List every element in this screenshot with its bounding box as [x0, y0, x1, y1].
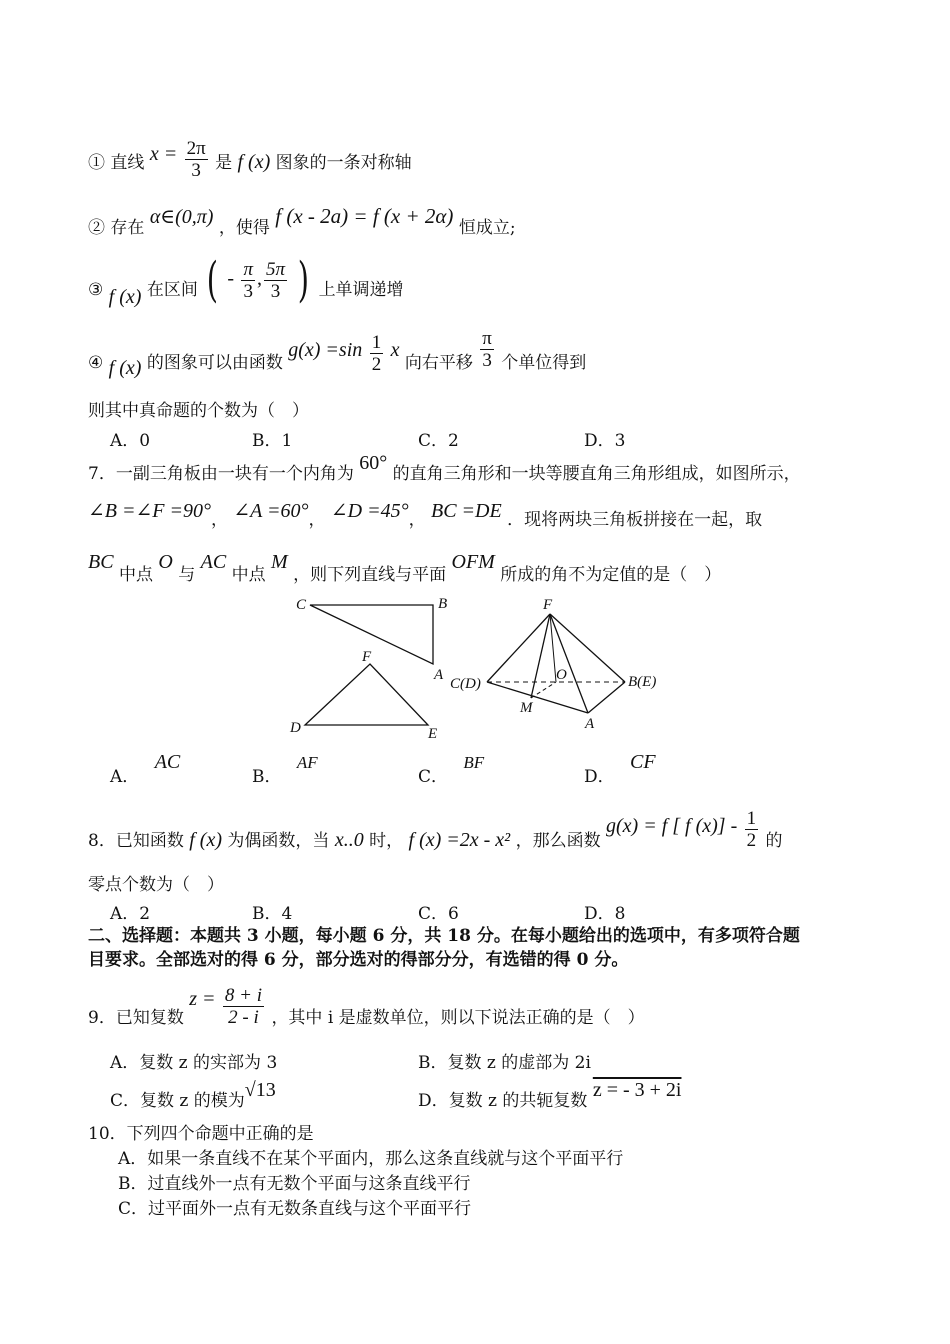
- q9-stem: [88, 975, 645, 1028]
- q8-mid2: 时，: [369, 831, 404, 851]
- fraction-denominator: 2 - i: [228, 1007, 259, 1028]
- prop1-mid: 是: [215, 153, 233, 173]
- prop1-fraction: [185, 138, 208, 181]
- q7-line2: [88, 500, 763, 530]
- prop4-half: [370, 332, 384, 375]
- q8-condition: x..0: [334, 829, 364, 851]
- q9-fraction: [223, 985, 264, 1028]
- q7-line1-a: 7．一副三角板由一块有一个内角为: [88, 464, 354, 484]
- option-label: B．: [252, 767, 282, 787]
- prop4-x: x: [390, 339, 400, 361]
- prop4-tail: 个单位得到: [501, 353, 587, 373]
- label-a-solid: A: [585, 716, 595, 732]
- q7-deg60: 60°: [359, 452, 388, 474]
- section2-header-line1: 二、选择题：本题共 3 小题，每小题 6 分，共 18 分。在每小题给出的选项中，有多项符合题: [88, 926, 800, 946]
- label-b-e: B(E): [628, 674, 657, 690]
- q8-mid3: ，那么函数: [515, 831, 601, 851]
- right-paren: ): [298, 252, 310, 308]
- proposition-1: [88, 138, 412, 185]
- fraction-denominator: 2: [746, 830, 757, 851]
- label-c-d: C(D): [450, 676, 481, 692]
- sep: ，: [210, 510, 228, 530]
- q6-option-b: B．1: [252, 431, 293, 451]
- q7-m: M: [271, 551, 288, 573]
- sqrt-13: √13: [244, 1079, 276, 1101]
- interval-left: [241, 259, 255, 302]
- q9-z-eq: z =: [189, 988, 216, 1010]
- proposition-2: [88, 204, 516, 238]
- left-paren: (: [206, 252, 219, 308]
- q7-option-a: [110, 748, 181, 787]
- option-label: C．: [418, 767, 449, 787]
- q9-lead: 9．已知复数: [88, 1008, 184, 1028]
- q7-line1: [88, 452, 801, 484]
- fraction-denominator: 3: [243, 280, 253, 302]
- q7-angle-d: ∠D =45°: [330, 500, 409, 522]
- q10-stem: 10．下列四个命题中正确的是: [88, 1124, 314, 1144]
- fraction-denominator: 2: [371, 354, 382, 375]
- q7-option-b: [252, 748, 318, 787]
- label-c: C: [296, 597, 307, 613]
- q9-option-c: [110, 1076, 276, 1111]
- q7-angle-a: ∠A =60°: [233, 500, 309, 522]
- fraction-denominator: 3: [191, 160, 201, 181]
- prop4-g-def: g(x) =sin: [288, 339, 363, 361]
- q9-tail: ，其中 i 是虚数单位，则以下说法正确的是（ ）: [271, 1008, 645, 1028]
- q6-stem: 则其中真命题的个数为（ ）: [88, 401, 309, 421]
- q7-ofm: OFM: [451, 551, 495, 573]
- proposition-3: [88, 252, 404, 308]
- q10-option-c: C．过平面外一点有无数条直线与这个平面平行: [118, 1199, 472, 1219]
- triangle-cba: [310, 605, 433, 664]
- prop1-x-eq: x =: [149, 143, 178, 165]
- prop1-tail: 图象的一条对称轴: [275, 153, 412, 173]
- label-d: D: [290, 720, 301, 736]
- label-f: F: [362, 649, 372, 665]
- q9-option-a: A．复数 z 的实部为 3: [110, 1053, 278, 1073]
- q8-g-definition: g(x) = f [ f (x)] -: [606, 815, 738, 837]
- q7-yu: 与: [178, 565, 196, 585]
- q7-line3-c: 所成的角不为定值的是（ ）: [500, 565, 722, 585]
- q8-option-d: D．8: [584, 904, 626, 924]
- q10-option-a: A．如果一条直线不在某个平面内，那么这条直线就与这个平面平行: [118, 1149, 624, 1169]
- q8-definition: f (x) =2x - x²: [408, 829, 511, 851]
- prop2-lead: ② 存在: [88, 218, 145, 238]
- prop3-lead: ③: [88, 279, 104, 300]
- q7-line2-b: ．现将两块三角板拼接在一起，取: [507, 510, 763, 530]
- q6-option-c: C．2: [418, 431, 459, 451]
- minus-sign: -: [227, 267, 235, 290]
- q7-option-c: [418, 748, 485, 787]
- q7-line1-b: 的直角三角形和一块等腰直角三角形组成，如图所示，: [392, 464, 801, 484]
- option-text: D．复数 z 的共轭复数: [418, 1091, 588, 1111]
- q7-line3-b: ，则下列直线与平面: [293, 565, 447, 585]
- combined-solid: [487, 614, 625, 713]
- prop1-lead: ① 直线: [88, 153, 145, 173]
- prop2-mid: ，使得: [218, 218, 270, 238]
- fraction-numerator: 5π: [265, 258, 286, 280]
- q9-option-d: [418, 1076, 682, 1111]
- option-text: C．复数 z 的模为: [110, 1091, 245, 1111]
- fraction-numerator: π: [482, 328, 492, 349]
- label-e: E: [428, 726, 438, 742]
- q8-option-b: B．4: [252, 904, 293, 924]
- sep: ，: [408, 510, 426, 530]
- q7-mid1: 中点: [118, 565, 153, 585]
- q8-option-a: A．2: [110, 904, 151, 924]
- sep: ，: [308, 510, 326, 530]
- q8-half: [745, 808, 759, 851]
- label-b: B: [438, 596, 448, 612]
- prop4-mid: 的图象可以由函数: [146, 353, 283, 373]
- option-expr: BF: [463, 753, 485, 772]
- option-label: D．: [584, 767, 615, 787]
- prop2-alpha-in: α∈(0,π): [149, 206, 214, 228]
- q8-fx: f (x): [189, 829, 222, 851]
- q8-line1: [88, 806, 783, 849]
- q9-option-b: B．复数 z 的虚部为 2i: [418, 1053, 591, 1073]
- q7-option-d: [584, 748, 656, 787]
- q7-o: O: [158, 551, 173, 573]
- prop3-tail: 上单调递增: [318, 279, 404, 300]
- prop4-mid2: 向右平移: [404, 353, 473, 373]
- section2-header-line2: 目要求。全部选对的得 6 分，部分选对的得部分分，有选错的得 0 分。: [88, 950, 629, 970]
- prop2-tail: 恒成立;: [458, 218, 516, 238]
- q6-option-a: A．0: [110, 431, 151, 451]
- prop1-fx: f (x): [237, 151, 271, 173]
- q7-figure: [280, 592, 680, 752]
- comma: ,: [256, 267, 262, 290]
- fraction-numerator: 8 + i: [224, 985, 263, 1006]
- fraction-denominator: 3: [482, 350, 492, 371]
- proposition-4: [88, 328, 587, 379]
- prop4-pi-third: [480, 328, 494, 371]
- q8-mid: 为偶函数，当: [227, 831, 330, 851]
- q7-ac: AC: [200, 551, 227, 573]
- fraction-numerator: 1: [371, 332, 382, 353]
- label-m: M: [520, 700, 533, 716]
- option-expr: CF: [630, 751, 656, 773]
- prop4-lead: ④: [88, 353, 104, 373]
- option-expr: AC: [154, 751, 181, 773]
- prop3-mid: 在区间: [146, 279, 198, 300]
- q7-bc-de: BC =DE: [430, 500, 502, 522]
- q8-line2: 零点个数为（ ）: [88, 875, 224, 895]
- q8-lead: 8．已知函数: [88, 831, 184, 851]
- q8-option-c: C．6: [418, 904, 459, 924]
- q7-line3: [88, 551, 722, 585]
- q7-mid2: 中点: [231, 565, 266, 585]
- q6-option-d: D．3: [584, 431, 626, 451]
- fraction-denominator: 3: [270, 280, 281, 302]
- q8-tail: 的: [765, 831, 783, 851]
- label-a: A: [434, 667, 444, 683]
- interval-right: [264, 259, 287, 302]
- label-o: O: [556, 667, 567, 683]
- option-label: A．: [110, 767, 140, 787]
- fraction-numerator: π: [243, 258, 253, 280]
- option-expr: AF: [296, 753, 318, 772]
- conjugate-expr: z = - 3 + 2i: [592, 1079, 682, 1101]
- prop4-fx: f (x): [108, 357, 142, 379]
- triangle-dfe: [305, 664, 428, 725]
- q10-option-b: B．过直线外一点有无数个平面与这条直线平行: [118, 1174, 471, 1194]
- prop3-fx: f (x): [108, 285, 142, 308]
- q7-bc: BC: [88, 551, 114, 573]
- label-f-solid: F: [543, 597, 553, 613]
- fraction-numerator: 2π: [186, 138, 206, 159]
- q7-angle-b-f: ∠B =∠F =90°: [88, 500, 211, 522]
- fraction-numerator: 1: [746, 808, 757, 829]
- prop2-equation: f (x - 2a) = f (x + 2α): [275, 204, 454, 228]
